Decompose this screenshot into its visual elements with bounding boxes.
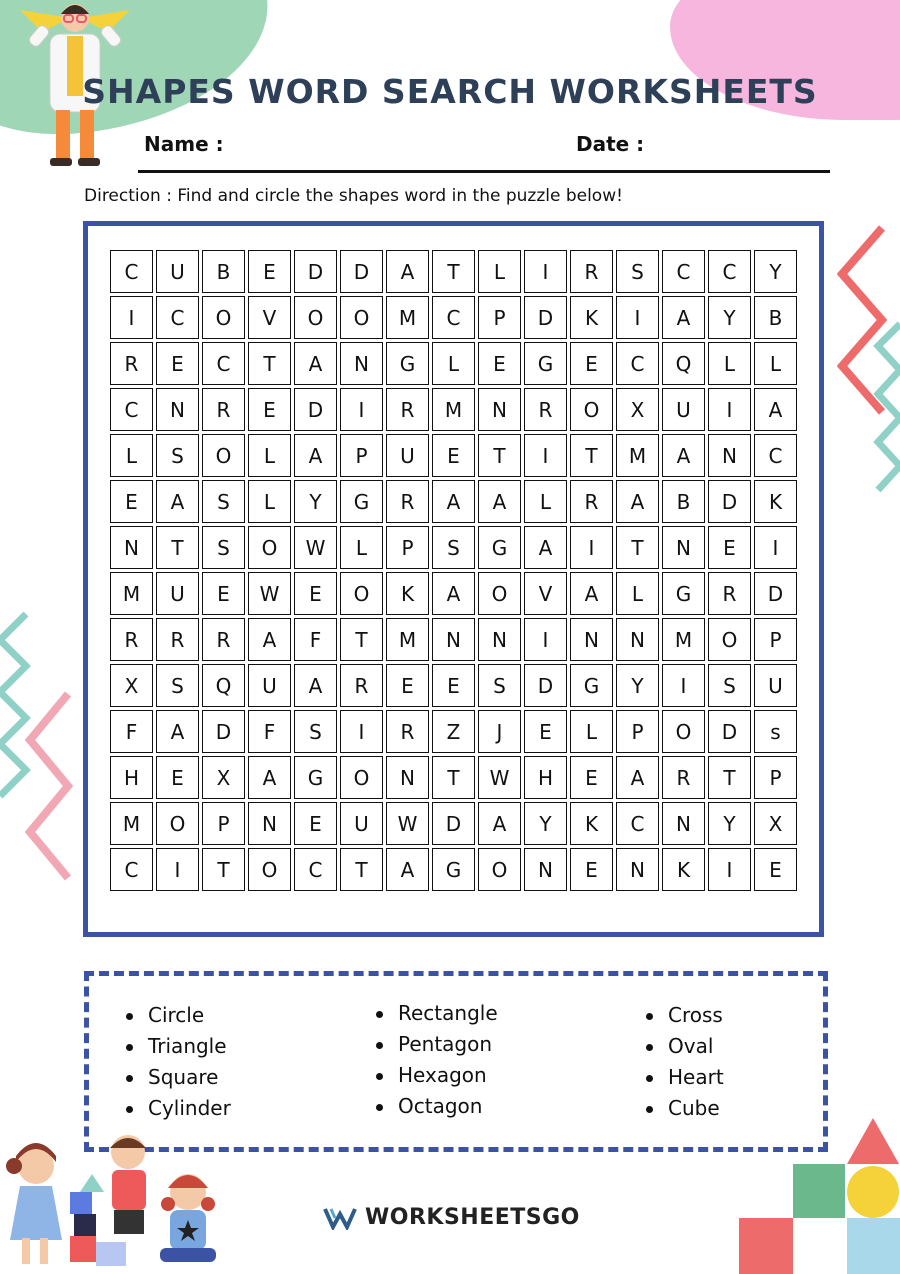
grid-cell[interactable]: E [294, 802, 337, 845]
grid-cell[interactable]: I [570, 526, 613, 569]
grid-cell[interactable]: S [294, 710, 337, 753]
grid-cell[interactable]: L [340, 526, 383, 569]
grid-cell[interactable]: E [570, 848, 613, 891]
grid-cell[interactable]: A [248, 618, 291, 661]
grid-cell[interactable]: C [616, 342, 659, 385]
grid-cell[interactable]: R [110, 618, 153, 661]
grid-cell[interactable]: E [432, 664, 475, 707]
grid-cell[interactable]: I [156, 848, 199, 891]
grid-cell[interactable]: H [524, 756, 567, 799]
grid-cell[interactable]: G [478, 526, 521, 569]
grid-cell[interactable]: A [662, 434, 705, 477]
grid-cell[interactable]: R [570, 250, 613, 293]
grid-cell[interactable]: L [432, 342, 475, 385]
grid-cell[interactable]: C [110, 388, 153, 431]
word-item: Octagon [374, 1091, 498, 1122]
grid-cell[interactable]: I [110, 296, 153, 339]
grid-cell[interactable]: A [432, 480, 475, 523]
decorative-zigzag-right [834, 224, 900, 504]
grid-cell[interactable]: G [386, 342, 429, 385]
grid-cell[interactable]: W [478, 756, 521, 799]
worksheet-title: SHAPES WORD SEARCH WORKSHEETS [82, 72, 818, 111]
grid-cell[interactable]: C [110, 848, 153, 891]
grid-cell[interactable]: D [432, 802, 475, 845]
grid-cell[interactable]: I [340, 710, 383, 753]
grid-cell[interactable]: S [478, 664, 521, 707]
grid-cell[interactable]: U [156, 250, 199, 293]
grid-cell[interactable]: N [110, 526, 153, 569]
grid-cell[interactable]: A [662, 296, 705, 339]
word-item: Oval [644, 1031, 724, 1062]
grid-cell[interactable]: C [156, 296, 199, 339]
grid-cell[interactable]: Z [432, 710, 475, 753]
grid-cell[interactable]: T [340, 618, 383, 661]
grid-cell[interactable]: P [386, 526, 429, 569]
grid-cell[interactable]: B [754, 296, 797, 339]
grid-cell[interactable]: P [340, 434, 383, 477]
grid-cell[interactable]: O [340, 296, 383, 339]
grid-cell[interactable]: N [478, 618, 521, 661]
grid-cell[interactable]: B [202, 250, 245, 293]
worksheetsgo-logo [323, 1205, 580, 1230]
grid-cell[interactable]: E [202, 572, 245, 615]
grid-cell[interactable]: A [478, 802, 521, 845]
word-list-column-3 [644, 1000, 724, 1124]
word-list-column-2 [374, 998, 498, 1122]
grid-cell[interactable]: G [432, 848, 475, 891]
grid-cell[interactable]: T [432, 756, 475, 799]
grid-cell[interactable]: U [156, 572, 199, 615]
grid-cell[interactable]: D [524, 296, 567, 339]
grid-cell[interactable]: E [754, 848, 797, 891]
grid-cell[interactable]: P [478, 296, 521, 339]
grid-cell[interactable]: Y [616, 664, 659, 707]
grid-cell[interactable]: E [478, 342, 521, 385]
grid-cell[interactable]: G [662, 572, 705, 615]
grid-cell[interactable]: L [478, 250, 521, 293]
grid-cell[interactable]: N [340, 342, 383, 385]
date-label: Date : [576, 132, 645, 156]
grid-cell[interactable]: E [708, 526, 751, 569]
grid-cell[interactable]: D [708, 710, 751, 753]
grid-cell[interactable]: R [156, 618, 199, 661]
grid-cell[interactable]: K [386, 572, 429, 615]
grid-cell[interactable]: P [754, 618, 797, 661]
grid-cell[interactable]: Y [294, 480, 337, 523]
grid-cell[interactable]: I [708, 848, 751, 891]
grid-cell[interactable]: D [294, 250, 337, 293]
grid-cell[interactable]: S [202, 480, 245, 523]
grid-cell[interactable]: R [386, 480, 429, 523]
grid-cell[interactable]: T [156, 526, 199, 569]
grid-cell[interactable]: A [478, 480, 521, 523]
grid-cell[interactable]: C [202, 342, 245, 385]
grid-cell[interactable]: G [294, 756, 337, 799]
grid-cell[interactable]: E [432, 434, 475, 477]
grid-cell[interactable]: N [478, 388, 521, 431]
grid-cell[interactable]: M [110, 802, 153, 845]
grid-cell[interactable]: L [570, 710, 613, 753]
grid-cell[interactable]: A [386, 250, 429, 293]
grid-cell[interactable]: R [662, 756, 705, 799]
word-search-grid [110, 250, 797, 891]
grid-cell[interactable]: O [570, 388, 613, 431]
grid-cell[interactable]: N [432, 618, 475, 661]
grid-cell[interactable]: R [202, 388, 245, 431]
grid-cell[interactable]: Y [708, 802, 751, 845]
grid-cell[interactable]: K [754, 480, 797, 523]
grid-cell[interactable]: L [708, 342, 751, 385]
grid-cell[interactable]: A [294, 342, 337, 385]
word-item: Heart [644, 1062, 724, 1093]
grid-cell[interactable]: F [110, 710, 153, 753]
grid-cell[interactable]: M [662, 618, 705, 661]
grid-cell[interactable]: T [478, 434, 521, 477]
grid-cell[interactable]: E [156, 342, 199, 385]
grid-cell[interactable]: O [248, 526, 291, 569]
grid-cell[interactable]: O [478, 848, 521, 891]
grid-cell[interactable]: M [386, 618, 429, 661]
grid-cell[interactable]: K [662, 848, 705, 891]
grid-cell[interactable]: I [340, 388, 383, 431]
grid-cell[interactable]: O [248, 848, 291, 891]
grid-cell[interactable]: D [294, 388, 337, 431]
grid-cell[interactable]: N [662, 526, 705, 569]
grid-cell[interactable]: N [570, 618, 613, 661]
children-playing-illustration [0, 1130, 225, 1274]
grid-cell[interactable]: R [570, 480, 613, 523]
grid-cell[interactable]: L [110, 434, 153, 477]
word-list-column-1 [124, 1000, 231, 1124]
grid-cell[interactable]: G [570, 664, 613, 707]
grid-cell[interactable]: A [248, 756, 291, 799]
grid-cell[interactable]: E [156, 756, 199, 799]
word-item: Square [124, 1062, 231, 1093]
grid-cell[interactable]: J [478, 710, 521, 753]
grid-cell[interactable]: C [294, 848, 337, 891]
grid-cell[interactable]: M [616, 434, 659, 477]
grid-cell[interactable]: R [386, 388, 429, 431]
grid-cell[interactable]: L [754, 342, 797, 385]
grid-cell[interactable]: B [662, 480, 705, 523]
grid-cell[interactable]: T [708, 756, 751, 799]
grid-cell[interactable]: Y [754, 250, 797, 293]
grid-cell[interactable]: G [340, 480, 383, 523]
grid-cell[interactable]: D [708, 480, 751, 523]
name-label: Name : [144, 132, 224, 156]
grid-cell[interactable]: E [294, 572, 337, 615]
grid-cell[interactable]: R [708, 572, 751, 615]
grid-cell[interactable]: T [248, 342, 291, 385]
grid-cell[interactable]: G [524, 342, 567, 385]
grid-cell[interactable]: A [294, 434, 337, 477]
grid-cell[interactable]: F [294, 618, 337, 661]
word-item: Cube [644, 1093, 724, 1124]
grid-cell[interactable]: R [524, 388, 567, 431]
grid-cell[interactable]: A [432, 572, 475, 615]
grid-cell[interactable]: F [248, 710, 291, 753]
grid-cell[interactable]: S [156, 664, 199, 707]
grid-cell[interactable]: N [616, 848, 659, 891]
word-item: Rectangle [374, 998, 498, 1029]
grid-cell[interactable]: A [156, 480, 199, 523]
grid-cell[interactable]: L [248, 480, 291, 523]
logo-mark-icon [323, 1206, 357, 1230]
grid-cell[interactable]: C [708, 250, 751, 293]
grid-cell[interactable]: X [616, 388, 659, 431]
grid-cell[interactable]: R [386, 710, 429, 753]
decorative-zigzag-left [0, 610, 76, 895]
grid-cell[interactable]: C [662, 250, 705, 293]
grid-cell[interactable]: I [662, 664, 705, 707]
grid-cell[interactable]: X [110, 664, 153, 707]
grid-cell[interactable]: U [754, 664, 797, 707]
grid-cell[interactable]: O [156, 802, 199, 845]
grid-cell[interactable]: A [754, 388, 797, 431]
grid-cell[interactable]: T [432, 250, 475, 293]
grid-cell[interactable]: C [754, 434, 797, 477]
grid-cell[interactable]: V [524, 572, 567, 615]
grid-cell[interactable]: L [616, 572, 659, 615]
grid-cell[interactable]: D [754, 572, 797, 615]
grid-cell[interactable]: X [202, 756, 245, 799]
word-item: Cross [644, 1000, 724, 1031]
grid-cell[interactable]: L [524, 480, 567, 523]
grid-cell[interactable]: Q [662, 342, 705, 385]
grid-cell[interactable]: I [524, 250, 567, 293]
grid-cell[interactable]: A [294, 664, 337, 707]
grid-cell[interactable]: W [248, 572, 291, 615]
grid-cell[interactable]: T [616, 526, 659, 569]
grid-cell[interactable]: A [616, 480, 659, 523]
grid-cell[interactable]: U [662, 388, 705, 431]
grid-cell[interactable]: L [248, 434, 291, 477]
word-item: Cylinder [124, 1093, 231, 1124]
grid-cell[interactable]: I [708, 388, 751, 431]
grid-cell[interactable]: Q [202, 664, 245, 707]
word-item: Hexagon [374, 1060, 498, 1091]
grid-cell[interactable]: U [248, 664, 291, 707]
grid-cell[interactable]: P [754, 756, 797, 799]
grid-cell[interactable]: K [570, 802, 613, 845]
grid-cell[interactable]: A [524, 526, 567, 569]
grid-cell[interactable]: E [248, 250, 291, 293]
grid-cell[interactable]: P [202, 802, 245, 845]
grid-cell[interactable]: A [156, 710, 199, 753]
grid-cell[interactable]: S [708, 664, 751, 707]
grid-cell[interactable]: O [340, 572, 383, 615]
grid-cell[interactable]: S [202, 526, 245, 569]
grid-cell[interactable]: M [432, 388, 475, 431]
grid-cell[interactable]: O [478, 572, 521, 615]
grid-cell[interactable]: P [616, 710, 659, 753]
grid-cell[interactable]: N [156, 388, 199, 431]
grid-cell[interactable]: E [570, 756, 613, 799]
grid-cell[interactable]: U [340, 802, 383, 845]
grid-cell[interactable]: H [110, 756, 153, 799]
grid-cell[interactable]: E [570, 342, 613, 385]
grid-cell[interactable]: R [202, 618, 245, 661]
grid-cell[interactable]: A [570, 572, 613, 615]
direction-text: Direction : Find and circle the shapes word in the puzzle below! [84, 186, 623, 206]
grid-cell[interactable]: U [386, 434, 429, 477]
word-item: Triangle [124, 1031, 231, 1062]
grid-cell[interactable]: T [570, 434, 613, 477]
grid-cell[interactable]: S [156, 434, 199, 477]
decorative-shapes [735, 1114, 900, 1274]
grid-cell[interactable]: D [202, 710, 245, 753]
grid-cell[interactable]: M [110, 572, 153, 615]
grid-cell[interactable]: D [340, 250, 383, 293]
grid-cell[interactable]: D [524, 664, 567, 707]
header-divider [138, 170, 830, 173]
grid-cell[interactable]: T [340, 848, 383, 891]
grid-cell[interactable]: N [662, 802, 705, 845]
grid-cell[interactable]: N [386, 756, 429, 799]
grid-cell[interactable]: N [524, 848, 567, 891]
grid-cell[interactable]: I [754, 526, 797, 569]
grid-cell[interactable]: C [110, 250, 153, 293]
grid-cell[interactable]: N [248, 802, 291, 845]
grid-cell[interactable]: E [248, 388, 291, 431]
grid-cell[interactable]: I [524, 618, 567, 661]
grid-cell[interactable]: R [110, 342, 153, 385]
grid-cell[interactable]: I [524, 434, 567, 477]
grid-cell[interactable]: S [616, 250, 659, 293]
grid-cell[interactable]: K [570, 296, 613, 339]
grid-cell[interactable]: O [708, 618, 751, 661]
grid-cell[interactable]: E [386, 664, 429, 707]
grid-cell[interactable]: O [202, 296, 245, 339]
grid-cell[interactable]: C [616, 802, 659, 845]
grid-cell[interactable]: A [616, 756, 659, 799]
grid-cell[interactable]: Y [708, 296, 751, 339]
word-item: Circle [124, 1000, 231, 1031]
grid-cell[interactable]: O [662, 710, 705, 753]
grid-cell[interactable]: M [386, 296, 429, 339]
grid-cell[interactable]: I [616, 296, 659, 339]
grid-cell[interactable]: N [708, 434, 751, 477]
grid-cell[interactable]: Y [524, 802, 567, 845]
grid-cell[interactable]: S [432, 526, 475, 569]
grid-cell[interactable]: O [202, 434, 245, 477]
grid-cell[interactable]: R [340, 664, 383, 707]
grid-cell[interactable]: O [340, 756, 383, 799]
grid-cell[interactable]: A [386, 848, 429, 891]
grid-cell[interactable]: V [248, 296, 291, 339]
grid-cell[interactable]: s [754, 710, 797, 753]
grid-cell[interactable]: C [432, 296, 475, 339]
grid-cell[interactable]: O [294, 296, 337, 339]
logo-text: WORKSHEETSGO [365, 1205, 580, 1230]
grid-cell[interactable]: W [386, 802, 429, 845]
grid-cell[interactable]: W [294, 526, 337, 569]
grid-cell[interactable]: N [616, 618, 659, 661]
grid-cell[interactable]: E [524, 710, 567, 753]
grid-cell[interactable]: T [202, 848, 245, 891]
grid-cell[interactable]: X [754, 802, 797, 845]
word-item: Pentagon [374, 1029, 498, 1060]
grid-cell[interactable]: E [110, 480, 153, 523]
